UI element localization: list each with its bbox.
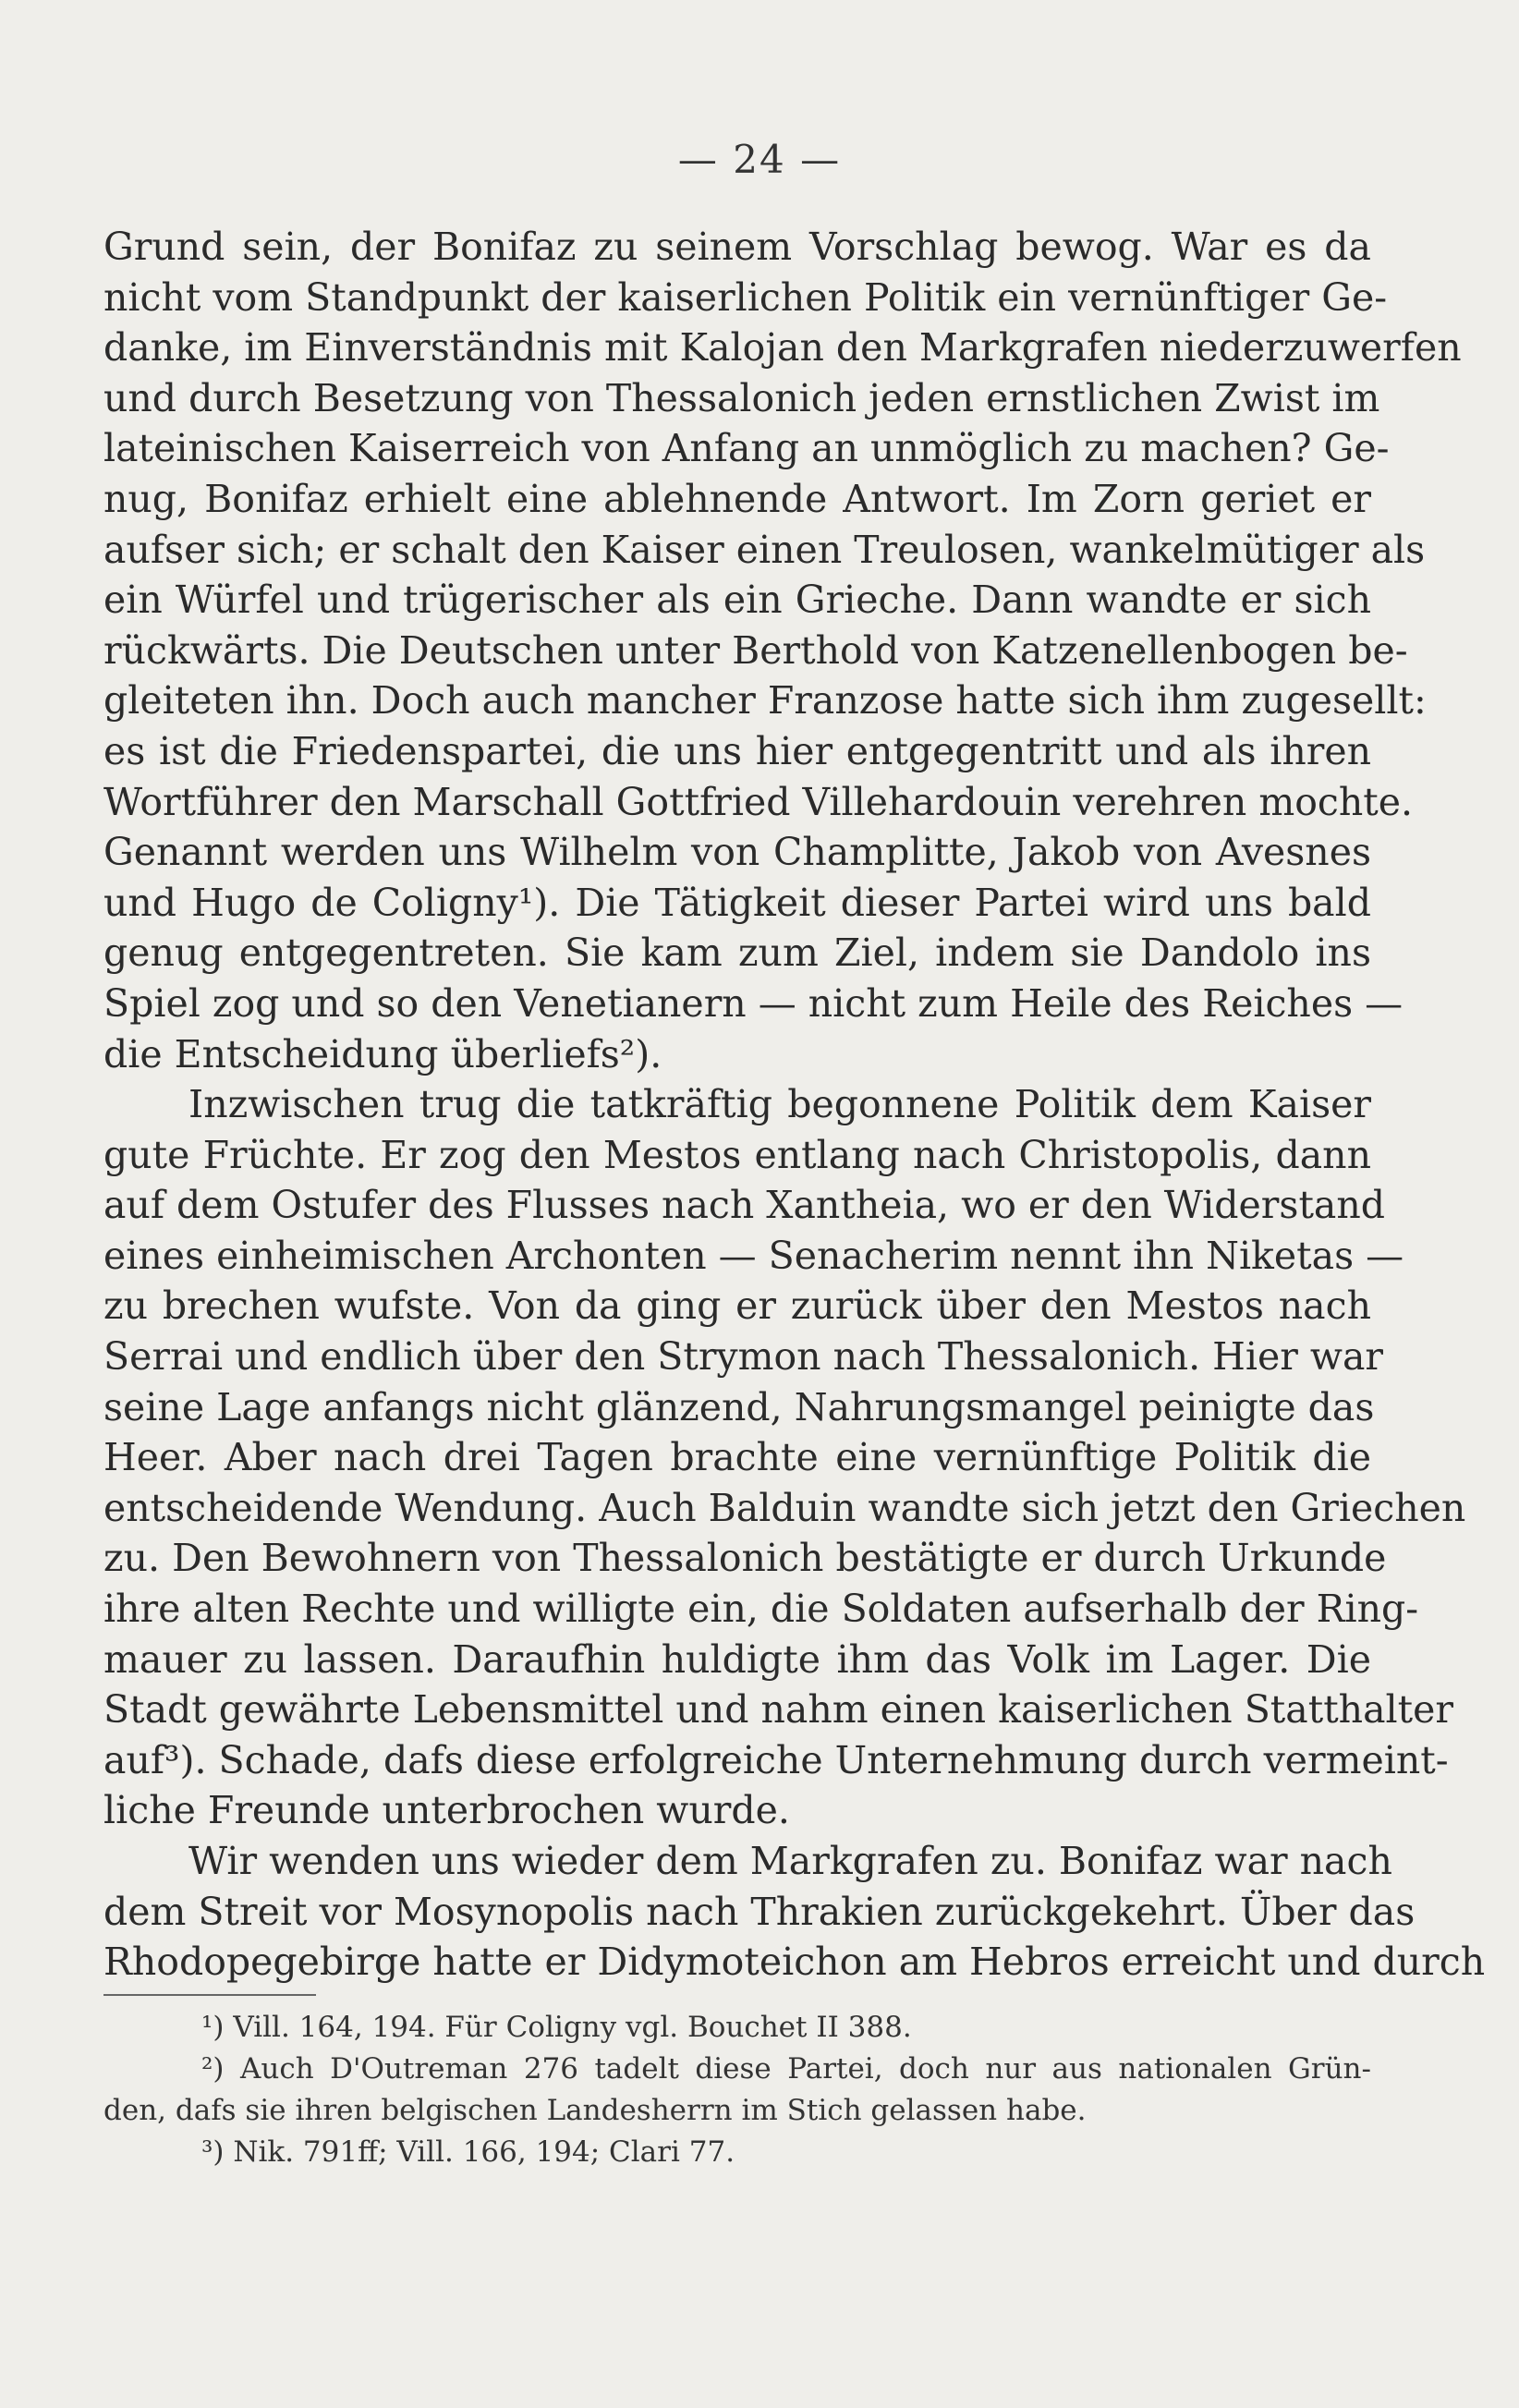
text-line: Grund sein, der Bonifaz zu seinem Vorschlag bewog. War es da (103, 225, 1371, 269)
text-line: Spiel zog und so den Venetianern — nicht zum Heile des Reiches — (103, 980, 1404, 1026)
footnote: ²) Auch D'Outreman 276 tadelt diese Partei, doch nur aus nationalen Grün- (201, 2052, 1371, 2086)
text-line: auf dem Ostufer des Flusses nach Xantheia, wo er den Widerstand (103, 1183, 1386, 1228)
text-line: Wir wenden uns wieder dem Markgrafen zu. Bonifaz war nach (188, 1839, 1392, 1883)
text-line: die Entscheidung überliefs²). (103, 1031, 662, 1076)
text-line: gleiteten ihn. Doch auch mancher Franzose hatte sich ihm zugesellt: (103, 678, 1427, 724)
text-line: Inzwischen trug die tatkräftig begonnene Politik dem Kaiser (188, 1082, 1371, 1127)
footnote: den, dafs sie ihren belgischen Landesherrn im Stich gelassen habe. (103, 2094, 1087, 2127)
text-line: nug, Bonifaz erhielt eine ablehnende Antwort. Im Zorn geriet er (103, 476, 1371, 521)
footnote-divider (103, 1994, 316, 1996)
text-line: dem Streit vor Mosynopolis nach Thrakien zurückgekehrt. Über das (103, 1889, 1416, 1934)
text-line: aufser sich; er schalt den Kaiser einen Treulosen, wankelmütiger als (103, 527, 1426, 572)
text-line: genug entgegentreten. Sie kam zum Ziel, indem sie Dandolo ins (103, 930, 1371, 976)
text-line: danke, im Einverständnis mit Kalojan den Markgrafen niederzuwerfen (103, 325, 1462, 371)
text-line: Stadt gewährte Lebensmittel und nahm einen kaiserlichen Statthalter (103, 1687, 1453, 1733)
text-line: seine Lage anfangs nicht glänzend, Nahrungsmangel peinigte das (103, 1384, 1375, 1429)
text-line: Genannt werden uns Wilhelm von Champlitte, Jakob von Avesnes (103, 830, 1371, 875)
text-line: zu brechen wufste. Von da ging er zurück über den Mestos nach (103, 1283, 1371, 1329)
page-number: — 24 — (677, 137, 842, 182)
text-line: und Hugo de Coligny¹). Die Tätigkeit dieser Partei wird uns bald (103, 880, 1371, 925)
footnote: ³) Nik. 791ff; Vill. 166, 194; Clari 77. (201, 2135, 735, 2169)
text-line: nicht vom Standpunkt der kaiserlichen Politik ein vernünftiger Ge- (103, 274, 1388, 320)
text-line: liche Freunde unterbrochen wurde. (103, 1788, 790, 1833)
text-line: lateinischen Kaiserreich von Anfang an unmöglich zu machen? Ge- (103, 426, 1390, 471)
text-line: Wortführer den Marschall Gottfried Villehardouin verehren mochte. (103, 779, 1414, 824)
text-line: rückwärts. Die Deutschen unter Berthold von Katzenellenbogen be- (103, 627, 1408, 673)
text-line: auf³). Schade, dafs diese erfolgreiche Unternehmung durch vermeint- (103, 1737, 1449, 1782)
text-line: Serrai und endlich über den Strymon nach Thessalonich. Hier war (103, 1334, 1384, 1380)
text-line: ein Würfel und trügerischer als ein Grieche. Dann wandte er sich (103, 578, 1371, 623)
text-line: es ist die Friedenspartei, die uns hier entgegentritt und als ihren (103, 728, 1371, 773)
text-line: ihre alten Rechte und willigte ein, die Soldaten aufserhalb der Ring- (103, 1587, 1419, 1632)
text-line: zu. Den Bewohnern von Thessalonich bestätigte er durch Urkunde (103, 1536, 1387, 1581)
text-line: und durch Besetzung von Thessalonich jeden ernstlichen Zwist im (103, 375, 1380, 420)
text-line: Heer. Aber nach drei Tagen brachte eine vernünftige Politik die (103, 1435, 1371, 1480)
body-text (103, 222, 1486, 1988)
text-line: Rhodopegebirge hatte er Didymoteichon am Hebros erreicht und durch (103, 1940, 1486, 1985)
text-line: eines einheimischen Archonten — Senacherim nennt ihn Niketas — (103, 1233, 1404, 1278)
text-line: entscheidende Wendung. Auch Balduin wandte sich jetzt den Griechen (103, 1485, 1466, 1530)
text-line: mauer zu lassen. Daraufhin huldigte ihm das Volk im Lager. Die (103, 1636, 1371, 1682)
footnotes (103, 2007, 1371, 2173)
footnote: ¹) Vill. 164, 194. Für Coligny vgl. Bouchet II 388. (201, 2011, 912, 2044)
text-line: gute Früchte. Er zog den Mestos entlang nach Christopolis, dann (103, 1132, 1371, 1177)
